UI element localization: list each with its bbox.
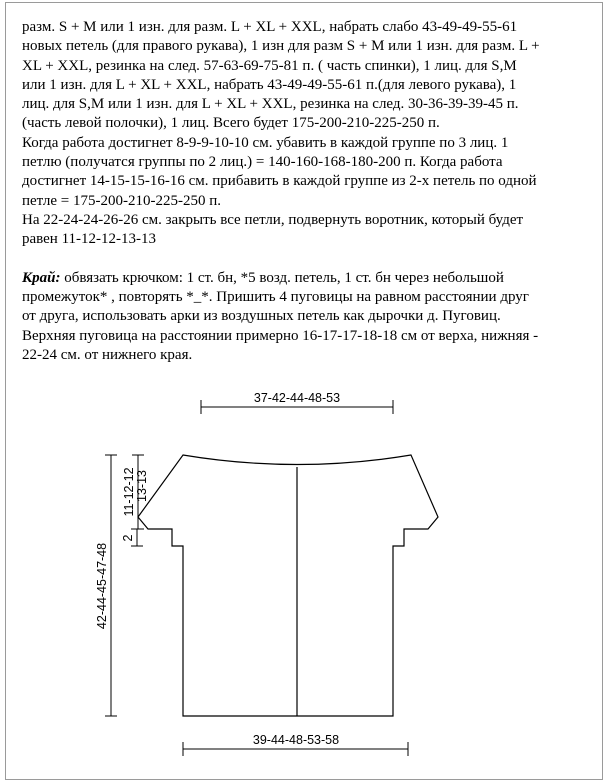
sleeve-height-label-a: 11-12-12	[122, 467, 136, 517]
bottom-width-label: 39-44-48-53-58	[252, 733, 340, 747]
text-line: от друга, использовать арки из воздушных петель как дырочки д. Пуговиц.	[22, 308, 501, 325]
text-line: равен 11-12-12-13-13	[22, 231, 157, 248]
sleeve-height-dimension	[122, 455, 149, 529]
text-line: новых петель (для правого рукава), 1 изн для разм S + M или 1 изн. для разм. L +	[22, 38, 540, 55]
sleeve-height-label-b: 13-13	[135, 470, 149, 502]
text-line: лиц. для S,M или 1 изн. для L + XL + XXL, резинка на след. 30-36-39-39-45 п.	[22, 96, 519, 113]
bottom-width-dimension	[183, 733, 408, 756]
text-line: разм. S + M или 1 изн. для разм. L + XL + XXL, набрать слабо 43-49-49-55-61	[22, 19, 518, 35]
text-line: 22-24 см. от нижнего края.	[22, 347, 193, 364]
text-line: петлю (получатся группы по 2 лиц.) = 140-160-168-180-200 п. Когда работа	[22, 154, 503, 171]
armhole-step-label: 2	[121, 534, 135, 542]
text-line: На 22-24-24-26-26 см. закрыть все петли, подвернуть воротник, который будет	[22, 211, 524, 228]
text-line: достигнет 14-15-15-16-16 см. прибавить в каждой группе из 2-х петель по одной	[22, 173, 537, 190]
text-line: петле = 175-200-210-225-250 п.	[22, 192, 221, 209]
text-line: XL + XXL, резинка на след. 57-63-69-75-81 п. ( часть спинки), 1 лиц. для S,M	[22, 57, 517, 74]
paragraph-gap	[22, 250, 594, 269]
text-line: (часть левой полочки), 1 лиц. Всего будет 175-200-210-225-250 п.	[22, 115, 440, 132]
text-line: промежуток* , повторять *_*. Пришить 4 пуговицы на равном расстоянии друг	[22, 289, 529, 306]
total-height-label: 42-44-45-47-48	[95, 542, 109, 630]
text-line: Верхняя пуговица на расстоянии примерно 16-17-17-18-18 см от верха, нижняя -	[22, 327, 539, 344]
top-width-label: 37-42-44-48-53	[253, 391, 341, 405]
edge-text: обвязать крючком: 1 ст. бн, *5 возд. петель, 1 ст. бн через небольшой	[60, 269, 504, 286]
text-line: или 1 изн. для L + XL + XXL, набрать 43-49-49-55-61 п.(для левого рукава), 1	[22, 76, 517, 93]
edge-heading: Край:	[22, 269, 61, 286]
text-line: Когда работа достигнет 8-9-9-10-10 см. убавить в каждой группе по 3 лиц. 1	[22, 134, 509, 151]
garment-schematic	[0, 380, 610, 784]
garment-outline	[138, 455, 438, 716]
armhole-step-dimension	[121, 529, 143, 546]
instructions-text	[22, 18, 594, 365]
total-height-dimension	[95, 455, 117, 716]
edge-paragraph-first-line	[22, 269, 594, 288]
top-width-dimension	[201, 391, 393, 414]
